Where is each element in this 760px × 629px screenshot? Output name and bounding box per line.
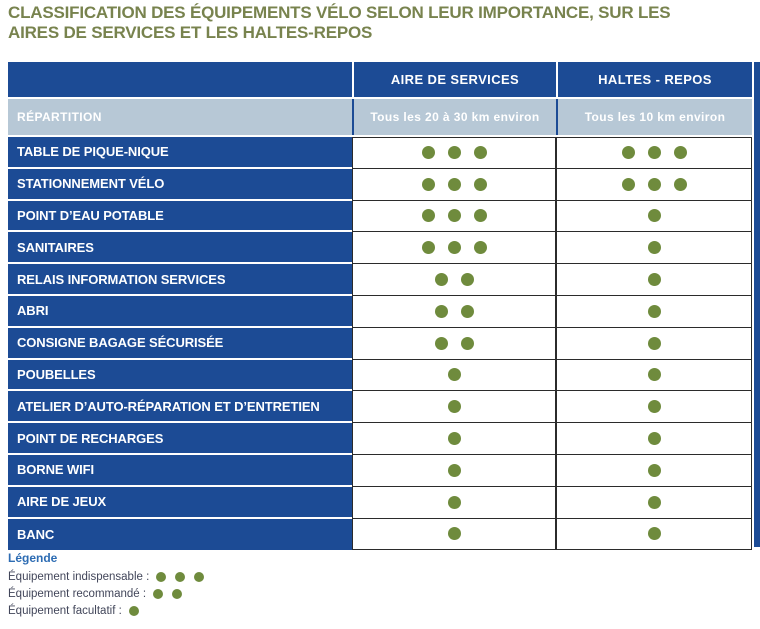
- haltes-repos-dots-cell: [556, 137, 752, 169]
- row-label: AIRE DE JEUX: [8, 487, 352, 519]
- importance-dot: [435, 305, 448, 318]
- importance-dot: [194, 572, 204, 582]
- importance-dot: [648, 496, 661, 509]
- importance-dot: [674, 178, 687, 191]
- legend-item-indispensable: [8, 568, 204, 585]
- table-row: [8, 455, 752, 487]
- aire-de-services-dots-cell: [352, 391, 556, 423]
- importance-dot: [648, 305, 661, 318]
- repartition-row: [8, 99, 752, 137]
- aire-de-services-dots-cell: [352, 169, 556, 201]
- importance-dot: [474, 241, 487, 254]
- aire-de-services-dots-cell: [352, 201, 556, 233]
- row-label: STATIONNEMENT VÉLO: [8, 169, 352, 201]
- repartition-label: RÉPARTITION: [8, 99, 352, 135]
- importance-dot: [648, 273, 661, 286]
- table-row: [8, 232, 752, 264]
- importance-dot: [448, 209, 461, 222]
- importance-dot: [461, 273, 474, 286]
- row-label: BANC: [8, 519, 352, 551]
- haltes-repos-dots-cell: [556, 169, 752, 201]
- importance-dot: [648, 527, 661, 540]
- importance-dot: [172, 589, 182, 599]
- header-haltes-repos: HALTES - REPOS: [556, 62, 752, 97]
- importance-dot: [175, 572, 185, 582]
- legend-dots: [129, 606, 139, 616]
- table-row: [8, 169, 752, 201]
- legend-dots: [156, 572, 204, 582]
- row-label: RELAIS INFORMATION SERVICES: [8, 264, 352, 296]
- importance-dot: [461, 337, 474, 350]
- importance-dot: [422, 178, 435, 191]
- importance-dot: [448, 241, 461, 254]
- legend-item-facultatif: [8, 602, 204, 619]
- importance-dot: [422, 241, 435, 254]
- aire-de-services-dots-cell: [352, 519, 556, 551]
- importance-dot: [648, 178, 661, 191]
- aire-de-services-dots-cell: [352, 423, 556, 455]
- importance-dot: [153, 589, 163, 599]
- importance-dot: [648, 146, 661, 159]
- page-title-line-2: AIRES DE SERVICES ET LES HALTES-REPOS: [8, 23, 373, 42]
- importance-dot: [435, 337, 448, 350]
- haltes-repos-dots-cell: [556, 519, 752, 551]
- row-label: BORNE WIFI: [8, 455, 352, 487]
- importance-dot: [474, 146, 487, 159]
- table-row: [8, 391, 752, 423]
- repartition-aire-value: Tous les 20 à 30 km environ: [352, 99, 556, 135]
- table-row: [8, 487, 752, 519]
- importance-dot: [435, 273, 448, 286]
- equipment-table: [8, 62, 752, 550]
- haltes-repos-dots-cell: [556, 264, 752, 296]
- table-row: [8, 328, 752, 360]
- row-label: ABRI: [8, 296, 352, 328]
- legend: [8, 551, 204, 619]
- legend-title: Légende: [8, 551, 58, 565]
- table-body: [8, 137, 752, 550]
- haltes-repos-dots-cell: [556, 391, 752, 423]
- haltes-repos-dots-cell: [556, 487, 752, 519]
- repartition-halte-value: Tous les 10 km environ: [556, 99, 752, 135]
- haltes-repos-dots-cell: [556, 201, 752, 233]
- importance-dot: [648, 368, 661, 381]
- importance-dot: [461, 305, 474, 318]
- legend-label: Équipement indispensable :: [8, 570, 150, 583]
- importance-dot: [448, 400, 461, 413]
- legend-dots: [153, 589, 182, 599]
- table-right-border: [754, 62, 760, 547]
- header-empty-cell: [8, 62, 352, 97]
- row-label: POUBELLES: [8, 360, 352, 392]
- row-label: TABLE DE PIQUE-NIQUE: [8, 137, 352, 169]
- aire-de-services-dots-cell: [352, 296, 556, 328]
- importance-dot: [448, 527, 461, 540]
- row-label: POINT DE RECHARGES: [8, 423, 352, 455]
- aire-de-services-dots-cell: [352, 137, 556, 169]
- importance-dot: [448, 146, 461, 159]
- haltes-repos-dots-cell: [556, 423, 752, 455]
- row-label: POINT D’EAU POTABLE: [8, 201, 352, 233]
- importance-dot: [474, 209, 487, 222]
- haltes-repos-dots-cell: [556, 455, 752, 487]
- aire-de-services-dots-cell: [352, 455, 556, 487]
- importance-dot: [156, 572, 166, 582]
- table-row: [8, 137, 752, 169]
- haltes-repos-dots-cell: [556, 360, 752, 392]
- importance-dot: [622, 146, 635, 159]
- table-row: [8, 296, 752, 328]
- importance-dot: [448, 464, 461, 477]
- haltes-repos-dots-cell: [556, 232, 752, 264]
- aire-de-services-dots-cell: [352, 328, 556, 360]
- haltes-repos-dots-cell: [556, 328, 752, 360]
- page-title-line-1: CLASSIFICATION DES ÉQUIPEMENTS VÉLO SELON LEUR IMPORTANCE, SUR LES: [8, 3, 671, 22]
- aire-de-services-dots-cell: [352, 360, 556, 392]
- row-label: SANITAIRES: [8, 232, 352, 264]
- importance-dot: [648, 464, 661, 477]
- importance-dot: [448, 178, 461, 191]
- table-row: [8, 201, 752, 233]
- table-row: [8, 423, 752, 455]
- table-header-row: [8, 62, 752, 99]
- row-label: CONSIGNE BAGAGE SÉCURISÉE: [8, 328, 352, 360]
- importance-dot: [422, 146, 435, 159]
- importance-dot: [648, 241, 661, 254]
- haltes-repos-dots-cell: [556, 296, 752, 328]
- table-row: [8, 519, 752, 551]
- aire-de-services-dots-cell: [352, 264, 556, 296]
- importance-dot: [448, 432, 461, 445]
- table-row: [8, 360, 752, 392]
- legend-item-recommande: [8, 585, 204, 602]
- importance-dot: [448, 368, 461, 381]
- header-aire-de-services: AIRE DE SERVICES: [352, 62, 556, 97]
- importance-dot: [648, 432, 661, 445]
- importance-dot: [648, 337, 661, 350]
- row-label: ATELIER D’AUTO-RÉPARATION ET D’ENTRETIEN: [8, 391, 352, 423]
- importance-dot: [129, 606, 139, 616]
- legend-label: Équipement recommandé :: [8, 587, 147, 600]
- importance-dot: [422, 209, 435, 222]
- aire-de-services-dots-cell: [352, 487, 556, 519]
- importance-dot: [674, 146, 687, 159]
- importance-dot: [474, 178, 487, 191]
- importance-dot: [648, 209, 661, 222]
- table-row: [8, 264, 752, 296]
- importance-dot: [448, 496, 461, 509]
- aire-de-services-dots-cell: [352, 232, 556, 264]
- page-title: [8, 3, 670, 43]
- importance-dot: [648, 400, 661, 413]
- importance-dot: [622, 178, 635, 191]
- legend-label: Équipement facultatif :: [8, 604, 122, 617]
